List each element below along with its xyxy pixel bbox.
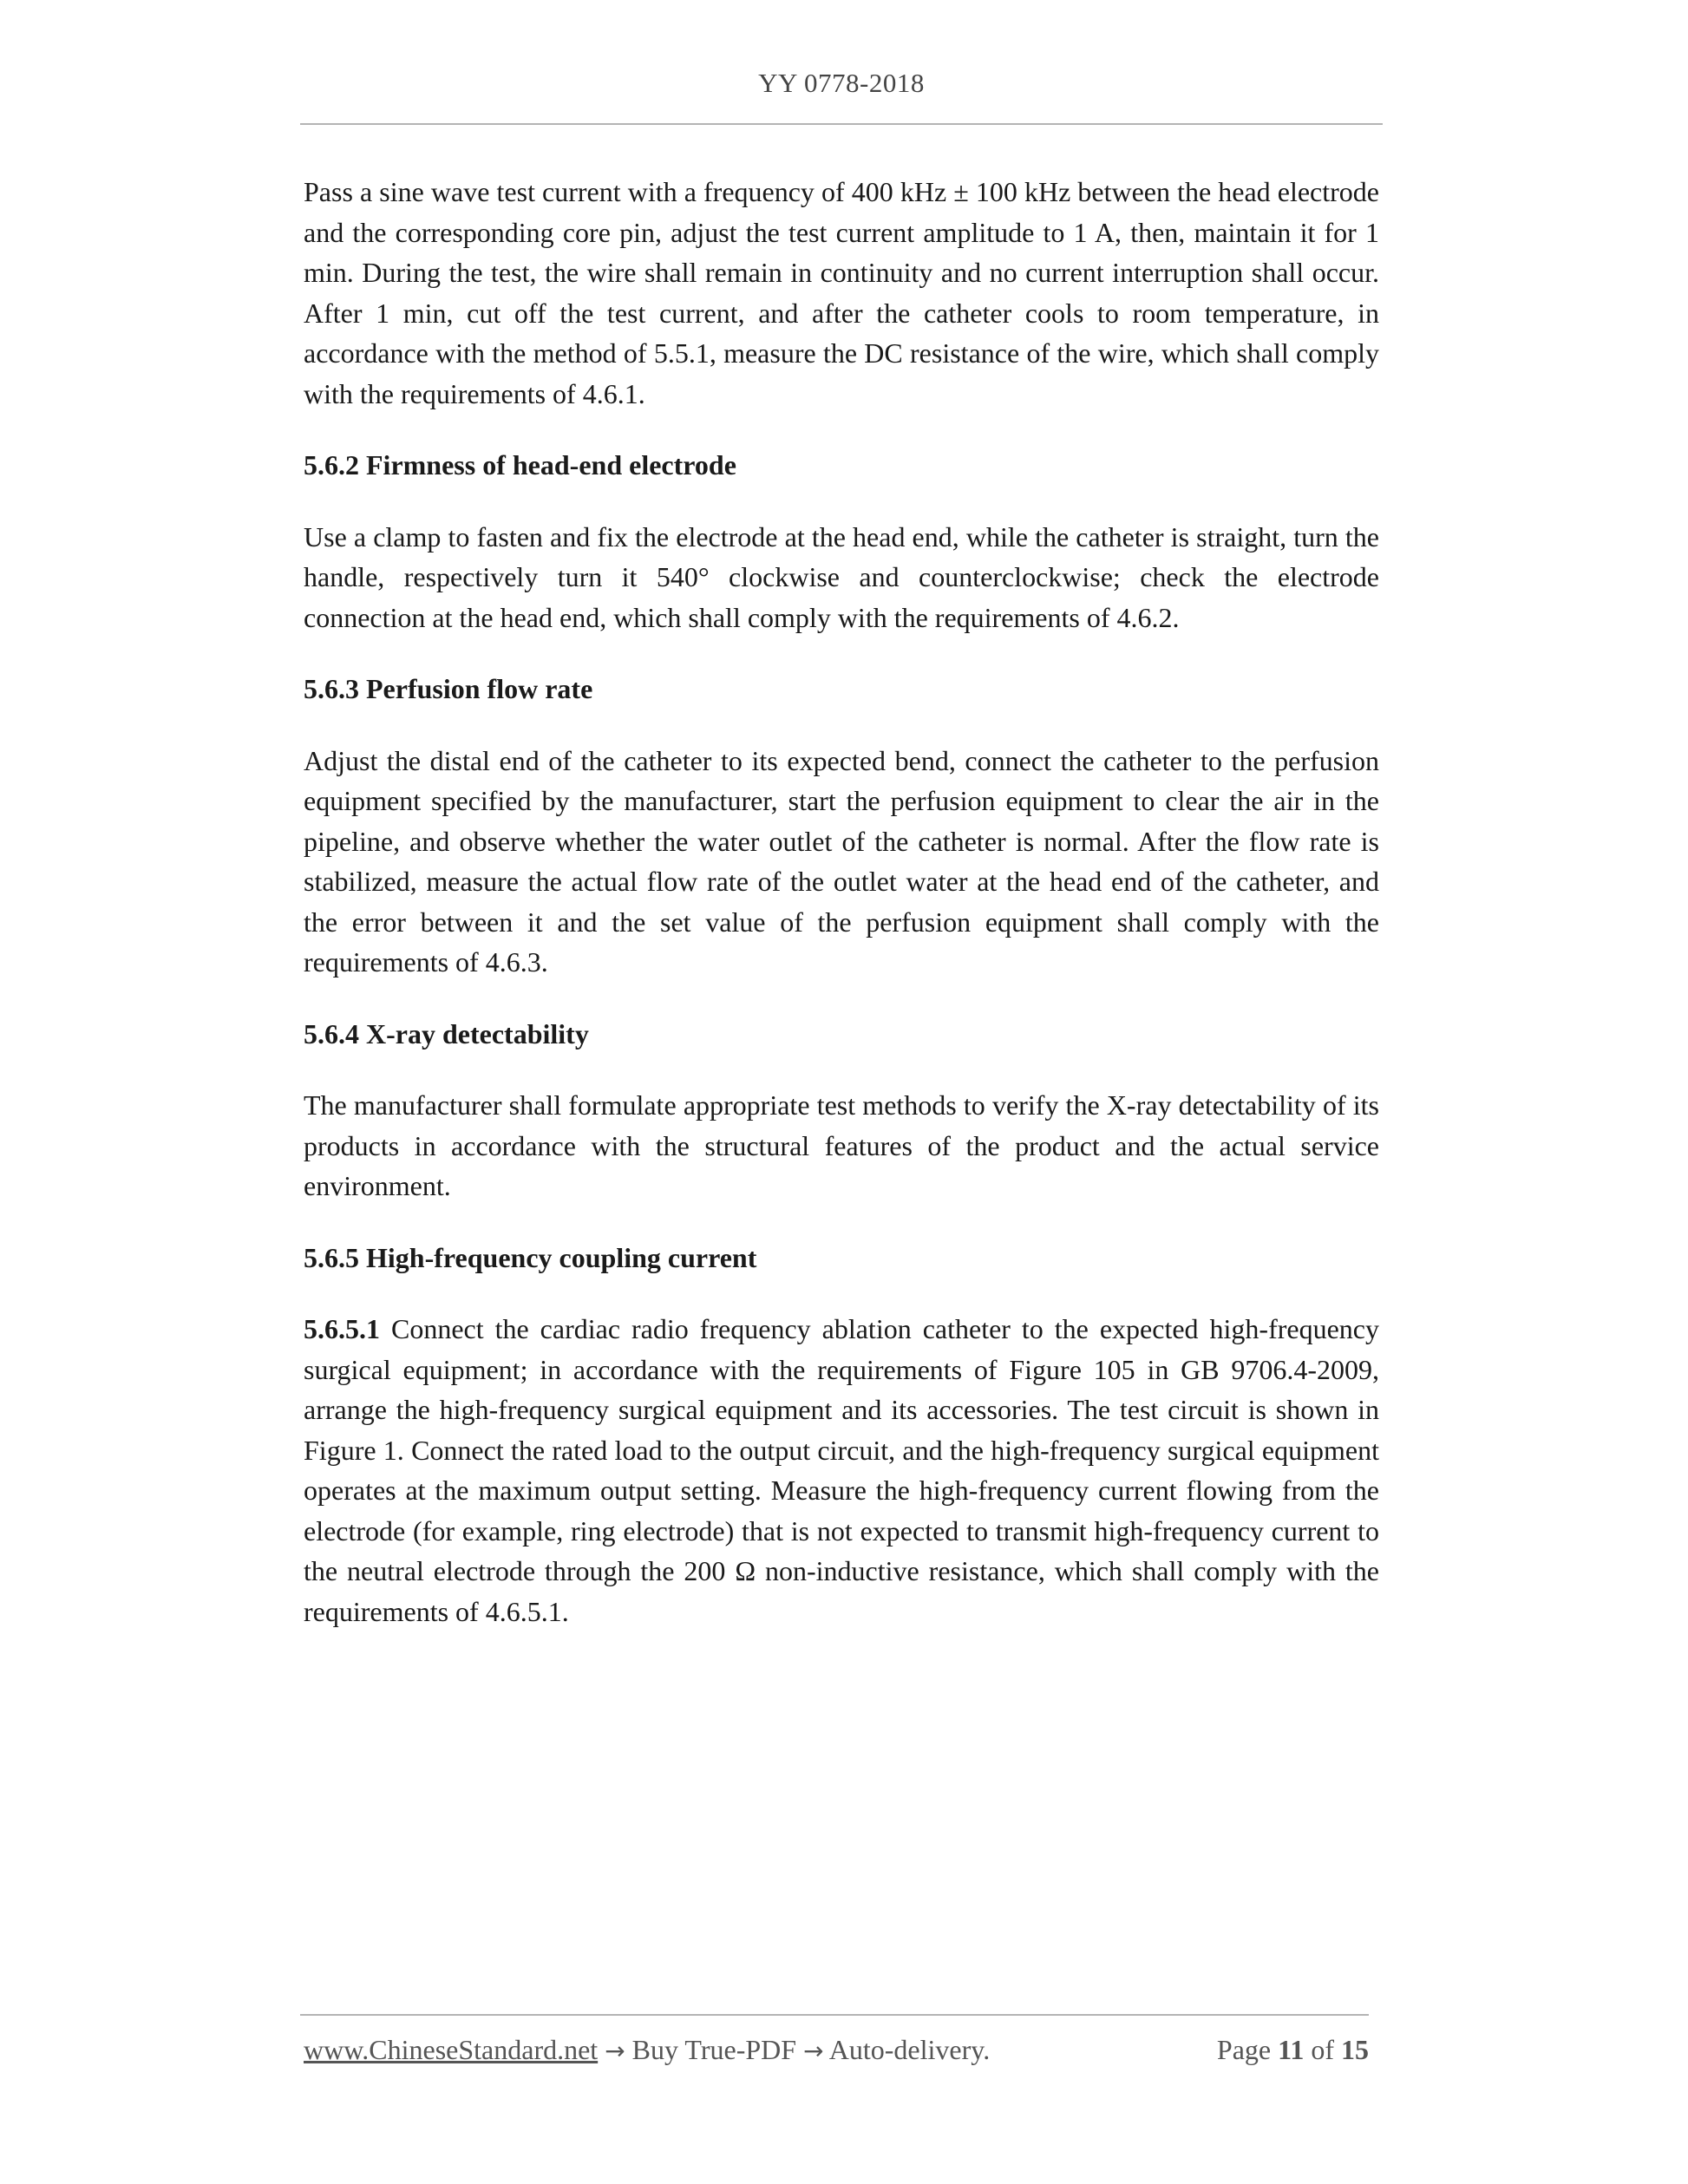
page-label: Page	[1216, 2034, 1272, 2065]
section-heading-5-6-3: 5.6.3 Perfusion flow rate	[304, 673, 593, 704]
buy-pdf-text: Buy True-PDF	[631, 2034, 797, 2065]
intro-paragraph: Pass a sine wave test current with a frequency of 400 kHz ± 100 kHz between the head electrode and the corresponding core pin, adjust the test current amplitude to 1 A, then, maintain it for 1 min. During the test, the wire shall remain in continuity and no current interruption shall occur. After 1 min, cut off the test current, and after the catheter cools to room temperature, in accordance with the method of 5.5.1, measure the DC resistance of the wire, which shall comply with the requirements of 4.6.1.	[304, 176, 1379, 409]
site-link[interactable]: www.ChineseStandard.net	[304, 2034, 599, 2065]
footer-divider	[300, 2014, 1369, 2016]
section-heading-5-6-4: 5.6.4 X-ray detectability	[304, 1017, 589, 1049]
clause-text: Connect the cardiac radio frequency ablation catheter to the expected high-frequency surgical equipment; in accordance with the requirements of Figure 105 in GB 9706.4-2009, arrange the high-frequency surgical equipment and its accessories. The test circuit is shown in Figure 1. Connect the rated load to the output circuit, and the high-frequency surgical equipment operates at the maximum output setting. Measure the high-frequency current flowing from the electrode (for example, ring electrode) that is not expected to transmit high-frequency current to the neutral electrode through the 200 Ω non-inductive resistance, which shall comply with the requirements of 4.6.5.1.	[304, 1313, 1380, 1627]
auto-delivery-text: Auto-delivery.	[828, 2034, 991, 2065]
of-label: of	[1311, 2034, 1334, 2065]
header-divider	[300, 123, 1383, 125]
section-heading-5-6-2: 5.6.2 Firmness of head-end electrode	[304, 449, 736, 481]
section-text-5-6-2: Use a clamp to fasten and fix the electrode at the head end, while the catheter is straight, turn the handle, respectively turn it 540° clockwise and counterclockwise; check the electrode connection at the head end, which shall comply with the requirements of 4.6.2.	[304, 520, 1379, 633]
section-text-5-6-3: Adjust the distal end of the catheter to its expected bend, connect the catheter to the perfusion equipment specified by the manufacturer, start the perfusion equipment to clear the air in the pipeline, and observe whether the water outlet of the catheter is normal. After the flow rate is stabilized, measure the actual flow rate of the outlet water at the head end of the catheter, and the error between it and the set value of the perfusion equipment shall comply with the requirements of 4.6.3.	[304, 744, 1379, 978]
section-text-5-6-4: The manufacturer shall formulate appropriate test methods to verify the X-ray detectability of its products in accordance with the structural features of the product and the actual service environment.	[304, 1089, 1379, 1201]
section-heading-5-6-5: 5.6.5 High-frequency coupling current	[304, 1241, 757, 1273]
clause-5-6-5-1	[304, 1309, 1379, 1631]
clause-number: 5.6.5.1	[304, 1313, 380, 1344]
arrow-right-icon: →	[605, 2037, 625, 2065]
total-pages-number: 15	[1341, 2034, 1369, 2065]
document-header: YY 0778-2018	[758, 68, 925, 98]
document-body	[304, 172, 1379, 1663]
footer-promo	[304, 2034, 990, 2066]
current-page-number: 11	[1278, 2034, 1305, 2065]
page-indicator	[1217, 2034, 1369, 2066]
arrow-right-icon: →	[803, 2037, 824, 2065]
